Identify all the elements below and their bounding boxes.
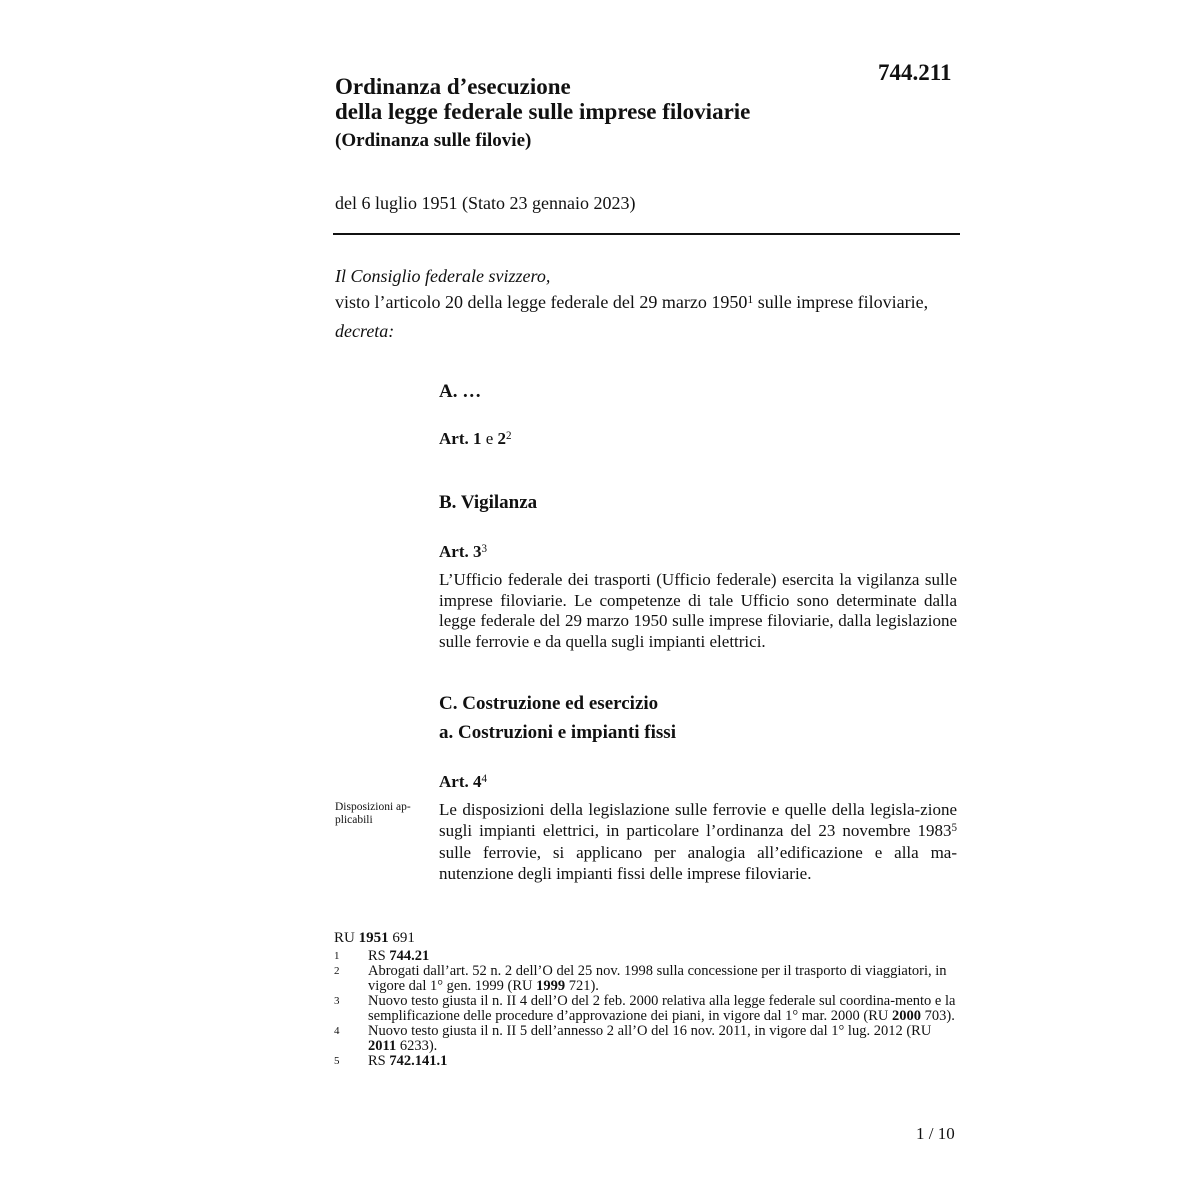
footnote-text-pre: RS xyxy=(368,948,390,964)
footnote-ref-2[interactable]: 2 xyxy=(506,430,512,443)
preamble-basis xyxy=(335,289,960,318)
footnote-number: 1 xyxy=(334,950,340,962)
footnote-4 xyxy=(334,1024,959,1054)
section-c-subheading: a. Costruzioni e impianti fissi xyxy=(439,722,676,743)
article-3-label: Art. 3 xyxy=(439,542,482,561)
footnote-text-post: 6233). xyxy=(396,1038,438,1054)
footnote-text xyxy=(368,994,959,1024)
footnote-text-post: 703). xyxy=(921,1008,955,1024)
footnote-ref-1[interactable]: 1 xyxy=(747,292,754,306)
footnote-text xyxy=(368,1024,959,1054)
footnote-text-bold: 742.141.1 xyxy=(389,1053,448,1069)
page-number: 1 / 10 xyxy=(916,1124,955,1143)
preamble-decree: decreta: xyxy=(335,321,395,341)
preamble-issuer: Il Consiglio federale svizzero, xyxy=(335,266,551,286)
article-4-text xyxy=(439,800,957,884)
article-and: e xyxy=(481,429,498,448)
footnote-number: 5 xyxy=(334,1055,340,1067)
short-title: (Ordinanza sulle filovie) xyxy=(335,130,532,151)
article-1-label: Art. 1 xyxy=(439,429,482,448)
footnote-text xyxy=(368,1054,959,1069)
footnote-number: 3 xyxy=(334,995,340,1007)
footnote-ref-5[interactable]: 5 xyxy=(951,821,957,834)
margin-note xyxy=(335,801,427,827)
section-a-heading: A. … xyxy=(439,381,482,402)
footnote-text-post: 721). xyxy=(565,978,599,994)
footnote-text-pre: Nuovo testo giusta il n. II 4 dell’O del 2 feb. 2000 relativa alla legge federale sul coordina-mento e la semplificazione delle procedure d’approvazione dei piani, in vigore dal 1° mar. 2000 (RU xyxy=(368,993,956,1024)
footnote-3 xyxy=(334,994,959,1024)
footnote-text-bold: 2011 xyxy=(368,1038,397,1054)
ru-prefix: RU xyxy=(334,930,359,946)
footnote-text xyxy=(368,949,959,964)
ru-year: 1951 xyxy=(358,930,389,946)
section-c-heading: C. Costruzione ed esercizio xyxy=(439,693,659,714)
article-1-2-heading xyxy=(439,429,512,449)
footnote-text-bold: 744.21 xyxy=(389,948,430,964)
footnote-5 xyxy=(334,1054,959,1069)
footnote-ref-3[interactable]: 3 xyxy=(481,543,488,556)
footnotes xyxy=(334,930,959,1069)
footnote-text-pre: Abrogati dall’art. 52 n. 2 dell’O del 25 nov. 1998 sulla concessione per il trasporto di viaggiatori, in vigore dal 1° gen. 1999 (RU xyxy=(368,963,947,994)
footnote-2 xyxy=(334,964,959,994)
section-b-heading: B. Vigilanza xyxy=(439,492,538,513)
title-line-1: Ordinanza d’esecuzione xyxy=(335,74,571,99)
date-line: del 6 luglio 1951 (Stato 23 gennaio 2023) xyxy=(335,193,636,213)
document-title xyxy=(335,74,895,154)
footnote-text-pre: Nuovo testo giusta il n. II 5 dell’annesso 2 all’O del 16 nov. 2011, in vigore dal 1° lug. 2012 (RU xyxy=(368,1023,932,1039)
footnote-number: 2 xyxy=(334,965,340,977)
preamble-basis-text: visto l’articolo 20 della legge federale del 29 marzo 1950 xyxy=(335,292,748,312)
article-4-text-b: sulle ferrovie, si applicano per analogia all’edificazione e alla ma-nutenzione degli impianti fissi delle imprese filoviarie. xyxy=(439,843,957,883)
sr-number: 744.211 xyxy=(878,60,952,85)
article-4-heading xyxy=(439,772,487,792)
article-4-label: Art. 4 xyxy=(439,772,482,791)
ru-reference xyxy=(334,930,959,947)
article-4-text-a: Le disposizioni della legislazione sulle ferrovie e quelle della legisla-zione sugli impianti elettrici, in particolare l’ordinanza del 23 novembre 1983 xyxy=(439,800,957,840)
footnote-ref-4[interactable]: 4 xyxy=(481,773,488,786)
footnote-number: 4 xyxy=(334,1025,340,1037)
article-3-text: L’Ufficio federale dei trasporti (Ufficio federale) esercita la vigilanza sulle imprese filoviarie. Le competenze di tale Ufficio sono determinate dalla legge federale del 29 marzo 1950 sulle imprese filoviarie, dalla legislazione sulle ferrovie e da quella sugli impianti elettrici. xyxy=(439,570,957,651)
header-divider xyxy=(333,233,960,235)
margin-note-line-2: plicabili xyxy=(335,814,373,826)
footnote-text xyxy=(368,964,959,994)
title-line-2: della legge federale sulle imprese filoviarie xyxy=(335,99,751,124)
footnote-text-bold: 2000 xyxy=(892,1008,921,1024)
footnote-text-pre: RS xyxy=(368,1053,390,1069)
margin-note-line-1: Disposizioni ap- xyxy=(335,801,411,813)
article-2-label: 2 xyxy=(497,429,507,448)
preamble-basis-tail: sulle imprese filoviarie, xyxy=(753,292,929,312)
footnote-text-bold: 1999 xyxy=(536,978,566,994)
ru-page: 691 xyxy=(388,930,415,946)
footnote-1 xyxy=(334,949,959,964)
preamble xyxy=(335,263,960,344)
article-3-heading xyxy=(439,542,487,562)
